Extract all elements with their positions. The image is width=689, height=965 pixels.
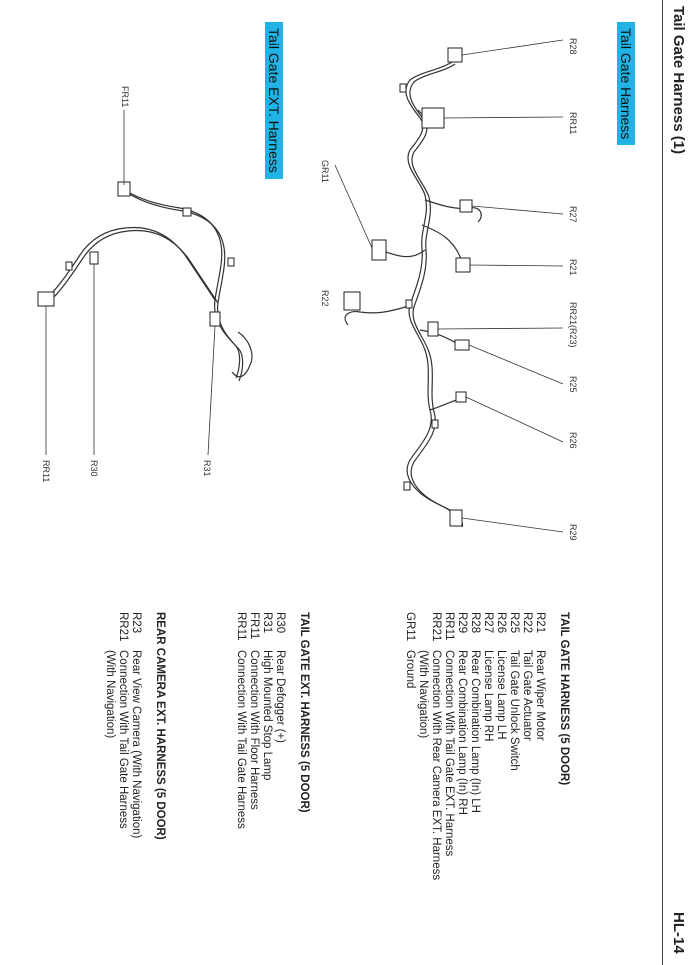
- callout-r21: R21: [568, 259, 578, 276]
- legend-row: RR11 Connection With Tail Gate EXT. Harness: [443, 612, 455, 857]
- legend-ext-heading: TAIL GATE EXT. HARNESS (5 DOOR): [298, 612, 310, 813]
- legend-row: (With Navigation): [104, 650, 116, 739]
- tailgate-harness-label: Tail Gate Harness: [617, 22, 635, 145]
- legend-camera: [103, 612, 166, 840]
- callout-rr11: RR11: [568, 112, 578, 135]
- legend-row: R28 Rear Combination Lamp (In) LH: [469, 612, 481, 813]
- clip-ext-2: [228, 258, 234, 266]
- page-title: Tail Gate Harness (1): [670, 6, 687, 155]
- callout-r26: R26: [568, 432, 578, 449]
- connector-r21: [456, 258, 470, 272]
- connector-rr21: [428, 322, 438, 336]
- legend-tailgate: [403, 612, 570, 880]
- clip-ext-1: [183, 208, 191, 216]
- connector-r22: [344, 292, 360, 310]
- callout-rr21: RR21(R23): [568, 302, 578, 348]
- callout-r22: R22: [320, 290, 330, 307]
- tailgate-harness-wires: [344, 48, 481, 527]
- legend-row: R30 Rear Defogger (+): [274, 612, 286, 743]
- connector-r25: [455, 340, 469, 350]
- connector-r29: [450, 510, 462, 526]
- connector-rr11-ext: [38, 292, 54, 306]
- clip-3: [404, 482, 410, 490]
- callout-r27: R27: [568, 206, 578, 223]
- main-leaders: [335, 40, 563, 532]
- legend-row: RR21 Connection With Rear Camera EXT. Harness: [430, 612, 442, 881]
- callout-r30: R30: [89, 460, 99, 477]
- connector-rr11: [422, 108, 444, 128]
- clip-ext-3: [66, 262, 72, 270]
- ext-harness-wires: [38, 182, 252, 381]
- connector-r31: [210, 312, 220, 326]
- legend-row: R22 Tail Gate Actuator: [521, 612, 533, 741]
- ext-leaders: [46, 110, 215, 455]
- legend-row: FR11 Connection With Floor Harness: [248, 612, 260, 810]
- legend-row: R27 License Lamp RH: [482, 612, 494, 742]
- legend-row: RR21 Connection With Tail Gate Harness: [117, 612, 129, 829]
- clip-1: [400, 84, 406, 92]
- connector-r26: [456, 392, 466, 402]
- legend-camera-heading: REAR CAMERA EXT. HARNESS (5 DOOR): [154, 612, 166, 840]
- callout-r25: R25: [568, 376, 578, 393]
- legend-row: (With Navigation): [417, 650, 429, 739]
- callout-r29: R29: [568, 524, 578, 541]
- legend-row: R31 High Mounted Stop Lamp: [261, 612, 273, 781]
- page-number: HL-14: [670, 912, 687, 954]
- connector-gr11: [372, 240, 386, 260]
- legend-row: R21 Rear Wiper Motor: [534, 612, 546, 741]
- connector-r28: [448, 48, 462, 62]
- legend-row: R23 Rear View Camera (With Navigation): [130, 612, 142, 839]
- callout-r28: R28: [568, 38, 578, 55]
- callout-r31: R31: [202, 460, 212, 477]
- clip-4: [432, 420, 438, 428]
- legend-tailgate-heading: TAIL GATE HARNESS (5 DOOR): [558, 612, 570, 786]
- connector-r30: [90, 252, 98, 264]
- legend-row: RR11 Connection With Tail Gate Harness: [235, 612, 247, 829]
- clip-2: [406, 300, 412, 308]
- legend-row: R26 License Lamp LH: [495, 612, 507, 740]
- legend-ext: [234, 612, 310, 829]
- legend-row: R25 Tail Gate Unlock Switch: [508, 612, 520, 771]
- connector-r27: [460, 200, 472, 212]
- callout-rr11-ext: RR11: [41, 460, 51, 483]
- tailgate-ext-harness-label: Tail Gate EXT. Harness: [265, 22, 283, 179]
- legend-row: R29 Rear Combination Lamp (In) RH: [456, 612, 468, 815]
- legend-row: GR11 Ground: [404, 612, 416, 689]
- callout-gr11: GR11: [320, 160, 330, 183]
- callout-fr11: FR11: [120, 86, 130, 108]
